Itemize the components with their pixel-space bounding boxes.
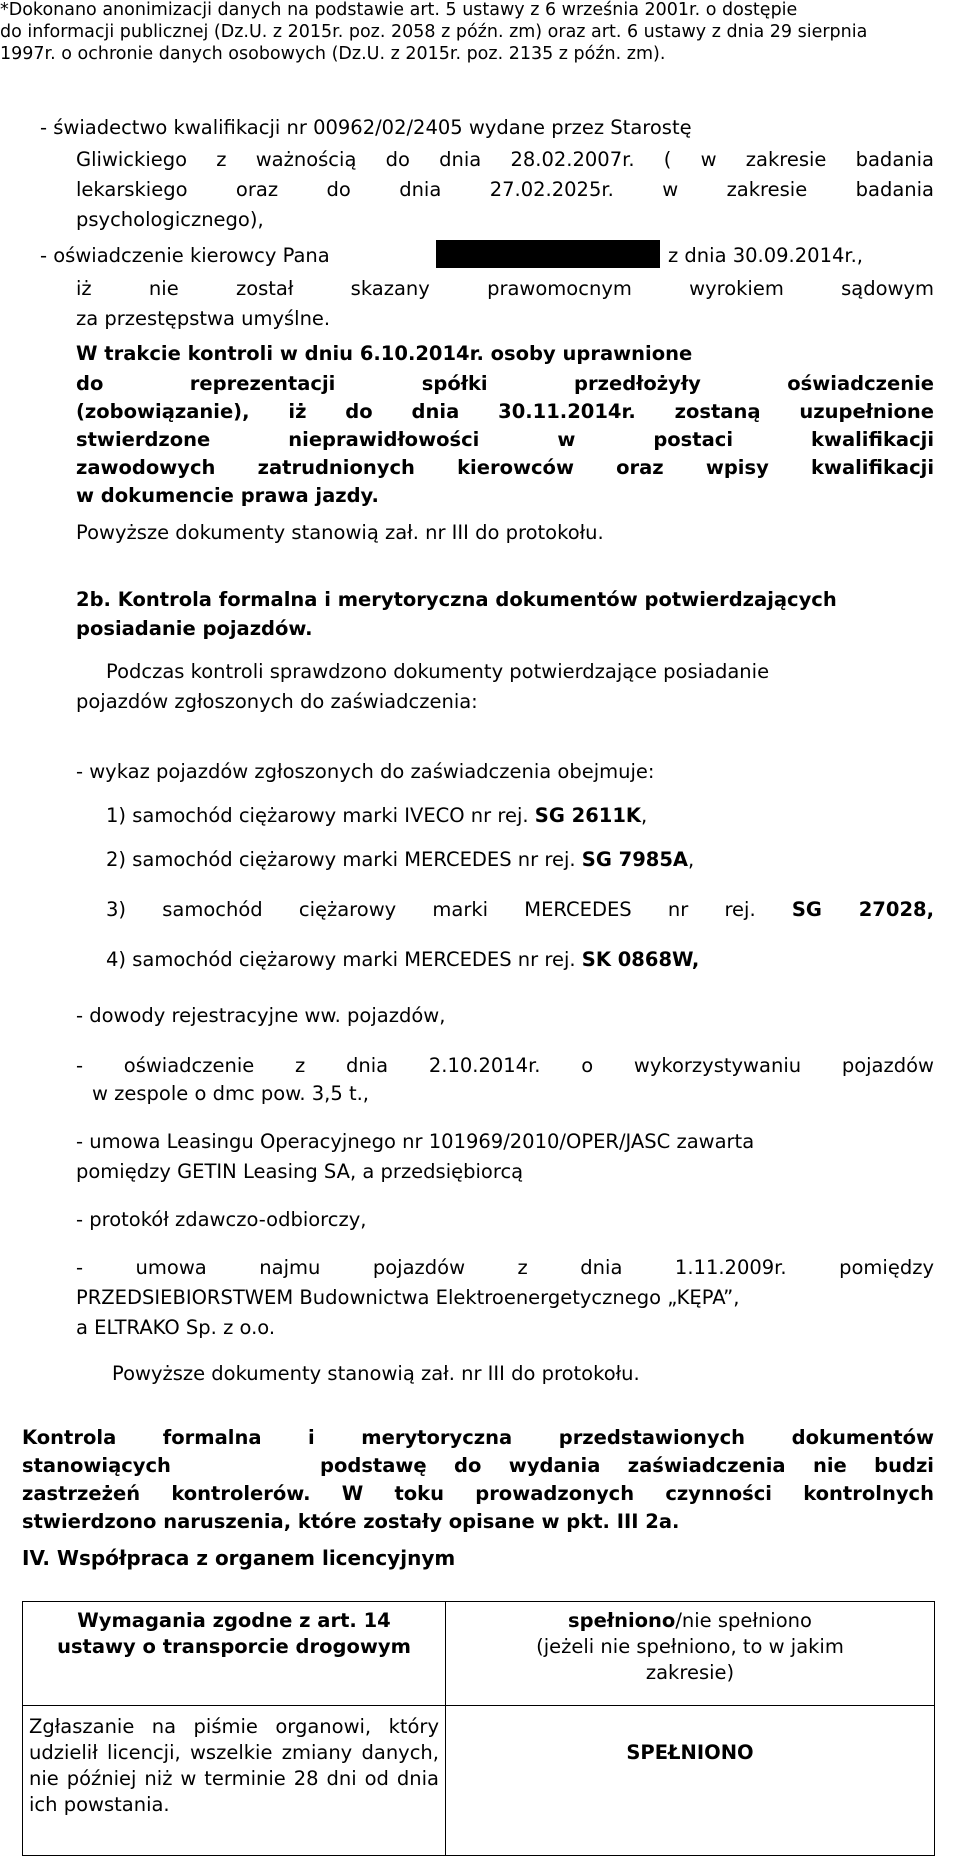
section-2b-title-line-2: posiadanie pojazdów. (76, 617, 313, 640)
header-right-rest: /nie spełniono (675, 1609, 812, 1632)
header-cell-requirements (23, 1602, 446, 1706)
inspection-line-6: w dokumencie prawa jazdy. (76, 484, 379, 507)
vehicle-4-plate: SK 0868W, (581, 948, 700, 971)
certificate-line-4: psychologicznego), (76, 208, 264, 231)
doc-registration: - dowody rejestracyjne ww. pojazdów, (76, 1004, 446, 1027)
driver-statement-line-3: za przestępstwa umyślne. (76, 307, 331, 330)
header-left-line-1: Wymagania zgodne z art. 14 (77, 1609, 391, 1632)
vehicles-intro-line-1: Podczas kontroli sprawdzono dokumenty potwierdzające posiadanie (106, 660, 770, 683)
vehicle-4-text: 4) samochód ciężarowy marki MERCEDES nr rej. (106, 948, 576, 971)
certificate-line-3: lekarskiego oraz do dnia 27.02.2025r. w zakresie badania (76, 178, 934, 201)
doc-leasing-line-2: pomiędzy GETIN Leasing SA, a przedsiębiorcą (76, 1160, 524, 1183)
table-row (23, 1706, 935, 1856)
row1-status-cell: SPEŁNIONO (446, 1706, 935, 1856)
anonymization-note-line-3: 1997r. o ochronie danych osobowych (Dz.U. z 2015r. poz. 2135 z późn. zm). (0, 44, 666, 64)
inspection-line-4: stwierdzone nieprawidłowości w postaci kwalifikacji (76, 428, 934, 451)
conclusion-line-1: Kontrola formalna i merytoryczna przedstawionych dokumentów (22, 1426, 934, 1449)
vehicles-list-intro: - wykaz pojazdów zgłoszonych do zaświadczenia obejmuje: (76, 760, 655, 783)
doc-rental-line-2: PRZEDSIEBIORSTWEM Budownictwa Elektroenergetycznego „KĘPA”, (76, 1286, 740, 1309)
table-header-row (23, 1602, 935, 1706)
header-left-line-2: ustawy o transporcie drogowym (57, 1635, 411, 1658)
vehicle-2-suffix: , (688, 848, 695, 871)
doc-rental-line-1: - umowa najmu pojazdów z dnia 1.11.2009r. pomiędzy (76, 1256, 934, 1279)
doc-rental-line-3: a ELTRAKO Sp. z o.o. (76, 1316, 276, 1339)
vehicle-item-4 (106, 948, 699, 971)
vehicle-item-1 (106, 804, 647, 827)
vehicle-1-suffix: , (641, 804, 648, 827)
vehicle-2-text: 2) samochód ciężarowy marki MERCEDES nr rej. (106, 848, 576, 871)
requirements-table (22, 1601, 935, 1856)
vehicle-2-plate: SG 7985A (581, 848, 688, 871)
doc-statement-line-1: - oświadczenie z dnia 2.10.2014r. o wykorzystywaniu pojazdów (76, 1054, 934, 1077)
vehicle-item-3 (106, 898, 934, 921)
vehicle-1-plate: SG 2611K (534, 804, 642, 827)
inspection-line-1: W trakcie kontroli w dniu 6.10.2014r. osoby uprawnione (76, 342, 693, 365)
redaction-box (436, 240, 660, 268)
driver-statement-part-1: - oświadczenie kierowcy Pana (40, 244, 330, 267)
row1-requirement-cell: Zgłaszanie na piśmie organowi, który udzielił licencji, wszelkie zmiany danych, nie później niż w terminie 28 dni od dnia ich powstania. (23, 1706, 446, 1856)
vehicles-intro-line-2: pojazdów zgłoszonych do zaświadczenia: (76, 690, 478, 713)
header-right-bold: spełniono (568, 1609, 676, 1632)
conclusion-line-3: zastrzeżeń kontrolerów. W toku prowadzonych czynności kontrolnych (22, 1482, 934, 1505)
section-iv-title: IV. Współpraca z organem licencyjnym (22, 1546, 456, 1570)
vehicle-1-text: 1) samochód ciężarowy marki IVECO nr rej. (106, 804, 529, 827)
anonymization-note-line-2: do informacji publicznej (Dz.U. z 2015r. poz. 2058 z późn. zm) oraz art. 6 ustawy z dnia 29 sierpnia (0, 22, 868, 42)
conclusion-line-2a: stanowiących (22, 1454, 171, 1477)
header-cell-status (446, 1602, 935, 1706)
header-right-line-3: zakresie) (645, 1661, 735, 1684)
anonymization-note-line-1: *Dokonano anonimizacji danych na podstawie art. 5 ustawy z 6 września 2001r. o dostępie (0, 0, 798, 20)
doc-leasing-line-1: - umowa Leasingu Operacyjnego nr 101969/2010/OPER/JASC zawarta (76, 1130, 755, 1153)
section-2b-title-line-1: 2b. Kontrola formalna i merytoryczna dokumentów potwierdzających (76, 588, 837, 611)
doc-handover: - protokół zdawczo-odbiorczy, (76, 1208, 367, 1231)
certificate-line-1: - świadectwo kwalifikacji nr 00962/02/2405 wydane przez Starostę (40, 116, 692, 139)
header-right-line-2: (jeżeli nie spełniono, to w jakim (536, 1635, 844, 1658)
vehicle-item-2 (106, 848, 694, 871)
vehicle-3-plate: SG 27028, (791, 898, 934, 921)
inspection-line-3: (zobowiązanie), iż do dnia 30.11.2014r. zostaną uzupełnione (76, 400, 934, 423)
driver-statement-line-2: iż nie został skazany prawomocnym wyrokiem sądowym (76, 277, 934, 300)
inspection-line-2: do reprezentacji spółki przedłożyły oświadczenie (76, 372, 934, 395)
conclusion-line-2b: podstawę do wydania zaświadczenia nie budzi (320, 1454, 934, 1477)
attachment-note-1: Powyższe dokumenty stanowią zał. nr III do protokołu. (76, 521, 604, 544)
conclusion-line-4: stwierdzono naruszenia, które zostały opisane w pkt. III 2a. (22, 1510, 680, 1533)
vehicle-3-text: 3) samochód ciężarowy marki MERCEDES nr rej. (106, 898, 756, 921)
driver-statement-part-2: z dnia 30.09.2014r., (668, 244, 864, 267)
inspection-line-5: zawodowych zatrudnionych kierowców oraz wpisy kwalifikacji (76, 456, 934, 479)
certificate-line-2: Gliwickiego z ważnością do dnia 28.02.2007r. ( w zakresie badania (76, 148, 934, 171)
attachment-note-2: Powyższe dokumenty stanowią zał. nr III do protokołu. (112, 1362, 640, 1385)
doc-statement-line-2: w zespole o dmc pow. 3,5 t., (92, 1082, 369, 1105)
